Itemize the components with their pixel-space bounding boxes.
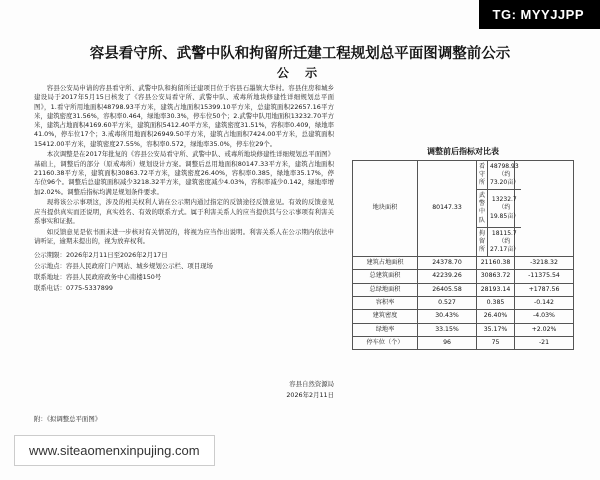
cell-diff: -0.142: [515, 297, 574, 310]
cell-diff: -11375.54: [515, 270, 574, 283]
table-row: [353, 256, 574, 269]
body-paragraph: 容县公安局申请的容县看守所、武警中队和拘留所迁建项目位于容县石墨镇大华村。容县住房和城乡建设局于2017年5月15日核发了《容县公安局看守所、武警中队、戒毒所地块修建性详细规划总平面图》，1.看守所用地面积48798.93平方米，建筑占地面积15399.10平方米，总建筑面积22657.16平方米，建筑密度31.56%，容积率0.464，绿地率30.3%，停车位50个；2.武警中队用地面积13232.70平方米，建筑占地面积4169.60平方米，建筑面积5412.40平方米，建筑密度31.51%，容积率0.409，绿地率41.0%，停车位17个；3.戒毒所用地面积26949.50平方米，建筑占地面积7424.00平方米，总建筑面积15412.00平方米，建筑密度27.55%，容积率0.572，绿地率35.0%，停车位29个。: [34, 84, 335, 148]
cell-before: 26405.58: [418, 283, 477, 296]
row-label: 容积率: [353, 297, 418, 310]
issuing-org: 容县自然资源局: [289, 380, 334, 388]
subheader-juliusuo: 拘留所: [479, 229, 486, 253]
cell-diff: -4.03%: [515, 310, 574, 323]
subheader-shousuosuo: 看守所: [477, 161, 488, 190]
page-subtitle: 公 示: [276, 66, 324, 80]
tag-badge: TG: MYYJJPP: [479, 0, 600, 29]
page-title: 容县看守所、武警中队和拘留所迁建工程规划总平面图调整前公示: [89, 46, 511, 62]
notice-line: 联系地址：容县人民政府政务中心南楼150号: [34, 272, 162, 281]
notice-line: 公示地点：容县人民政府门户网站、城乡规划公示栏、项目现场: [34, 262, 213, 271]
notice-line: 公示期限：2026年2月11日至2026年2月17日: [34, 251, 168, 260]
cell-after-1: 48798.93（约73.20亩）: [488, 161, 521, 190]
cell-before: 33.15%: [418, 323, 477, 336]
cell-after: 30863.72: [477, 270, 515, 283]
body-paragraph: 现将该公示事项这，涉及的相关权利人请在公示期内通过指定的反馈途径反馈意见。有效的反馈意见应当提供真实而还说明，真实姓名、有效的联系方式。属于利害关系人的应当提供其与公示事项有利害关系事实和证据。: [34, 198, 334, 225]
cell-after: 75: [477, 337, 515, 350]
attachment-note: 附：《拟调整总平面图》: [34, 415, 102, 423]
row-label: 地块面积: [353, 161, 418, 257]
cell-after-group: [477, 161, 520, 257]
cell-after: 0.385: [477, 297, 515, 310]
cell-diff: -21: [515, 337, 574, 350]
cell-after-2: 13232.7（约19.85亩）: [488, 190, 521, 227]
cell-diff: [515, 161, 574, 257]
cell-after: 21160.38: [477, 256, 515, 269]
table-row: [353, 270, 574, 283]
signature-block: [34, 380, 334, 401]
row-label: 建筑占地面积: [353, 256, 418, 269]
document-body: [34, 84, 334, 294]
cell-before: 80147.33: [418, 161, 477, 257]
row-label: 绿地率: [353, 323, 418, 336]
row-label: 建筑密度: [353, 310, 418, 323]
subheader-wujing: 武警中队: [477, 190, 488, 227]
notice-line: 联系电话：0775-5337899: [34, 283, 113, 292]
body-paragraph: 本次调整是在2017年批复的《容县公安局看守所、武警中队、戒毒所地块修建性详细规划总平面图》基础上，调整后的部分（原戒毒所）规划设计方案。调整后总用地面积80147.33平方米，建筑占地面积21160.38平方米，建筑面积30863.72平方米，建筑密度26.40%，容积率0.385，绿地率35.17%，停车位96个。调整后总建筑面积减少3218.32平方米，建筑密度减少4.03%，容积率减少0.142，绿地率增加2.02%。调整后指标均满足规划条件要求。: [34, 150, 334, 196]
cell-before: 42239.26: [418, 270, 477, 283]
cell-before: 96: [418, 337, 477, 350]
cell-before: 30.43%: [418, 310, 477, 323]
issue-date: 2026年2月11日: [286, 390, 334, 399]
table-row: [353, 297, 574, 310]
cell-before: 24378.70: [418, 256, 477, 269]
row-label: 停车位（个）: [353, 337, 418, 350]
cell-before: 0.527: [418, 297, 477, 310]
table-row: [353, 323, 574, 336]
cell-after: 28193.14: [477, 283, 515, 296]
table-title: 调整前后指标对比表: [427, 147, 499, 156]
body-paragraph: 如反馈意见是依书面未进一步核对有关情况的，将视为应当作出说明。利害关系人在公示期内依法申请听证，逾期未提出的，视为放弃权利。: [34, 227, 334, 245]
table-row: [353, 161, 574, 257]
cell-after-3: 18115.7（约27.17亩）: [488, 227, 521, 256]
table-row: [353, 310, 574, 323]
comparison-table-wrapper: [352, 146, 574, 350]
table-row: [353, 283, 574, 296]
cell-diff: -3218.32: [515, 256, 574, 269]
row-label: 总建筑面积: [353, 270, 418, 283]
cell-after: 35.17%: [477, 323, 515, 336]
cell-diff: +1787.56: [515, 283, 574, 296]
cell-diff: +2.02%: [515, 323, 574, 336]
watermark-url: www.siteaomenxinpujing.com: [14, 435, 215, 466]
table-row: [353, 337, 574, 350]
comparison-table: [352, 160, 574, 350]
cell-after: 26.40%: [477, 310, 515, 323]
row-label: 总绿地面积: [353, 283, 418, 296]
